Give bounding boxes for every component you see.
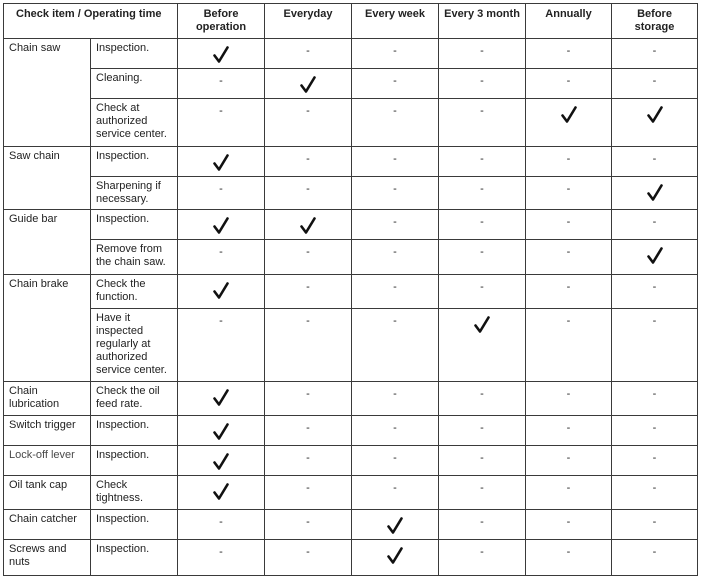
dash-mark: - <box>306 153 310 165</box>
dash-mark: - <box>480 452 484 464</box>
schedule-cell <box>612 275 698 309</box>
dash-mark: - <box>566 246 571 258</box>
dash-mark: - <box>393 183 397 195</box>
schedule-cell <box>352 147 439 177</box>
schedule-cell <box>178 476 265 510</box>
dash-mark: - <box>566 183 571 195</box>
schedule-cell <box>352 99 439 147</box>
schedule-cell <box>352 510 439 540</box>
dash-mark: - <box>566 516 571 528</box>
table-row <box>4 210 698 240</box>
dash-mark: - <box>306 422 310 434</box>
schedule-cell <box>439 99 526 147</box>
schedule-cell <box>439 69 526 99</box>
header-row <box>4 4 698 39</box>
schedule-cell <box>178 39 265 69</box>
schedule-cell <box>612 99 698 147</box>
schedule-cell <box>612 210 698 240</box>
schedule-cell <box>612 476 698 510</box>
dash-mark: - <box>393 216 397 228</box>
schedule-cell <box>352 416 439 446</box>
dash-mark: - <box>219 75 223 87</box>
table-row <box>4 99 698 147</box>
schedule-cell <box>439 382 526 416</box>
schedule-cell <box>439 210 526 240</box>
dash-mark: - <box>393 452 397 464</box>
dash-mark: - <box>219 183 223 195</box>
schedule-cell <box>612 240 698 275</box>
schedule-cell <box>178 446 265 476</box>
dash-mark: - <box>480 153 484 165</box>
schedule-cell <box>612 39 698 69</box>
dash-mark: - <box>652 516 657 528</box>
checkmark-icon <box>212 389 230 407</box>
check-item-cell: Chain brake <box>4 275 91 382</box>
schedule-cell <box>612 147 698 177</box>
schedule-cell <box>526 309 612 382</box>
dash-mark: - <box>652 216 657 228</box>
operation-cell: Inspection. <box>91 540 178 576</box>
schedule-cell <box>352 177 439 210</box>
schedule-cell <box>352 540 439 576</box>
schedule-cell <box>178 510 265 540</box>
check-item-cell: Switch trigger <box>4 416 91 446</box>
check-item-cell: Oil tank cap <box>4 476 91 510</box>
dash-mark: - <box>566 153 571 165</box>
schedule-cell <box>526 177 612 210</box>
schedule-cell <box>352 240 439 275</box>
dash-mark: - <box>306 105 310 117</box>
operation-cell: Have it inspected regularly at authorized service center. <box>91 309 178 382</box>
table-row <box>4 275 698 309</box>
schedule-cell <box>612 416 698 446</box>
dash-mark: - <box>306 315 310 327</box>
checkmark-icon <box>212 483 230 501</box>
dash-mark: - <box>652 75 657 87</box>
schedule-cell <box>439 177 526 210</box>
checkmark-icon <box>212 154 230 172</box>
table-row <box>4 416 698 446</box>
dash-mark: - <box>652 45 657 57</box>
schedule-cell <box>265 309 352 382</box>
dash-mark: - <box>480 105 484 117</box>
dash-mark: - <box>566 281 571 293</box>
header-every-week: Every week <box>352 4 439 39</box>
dash-mark: - <box>480 388 484 400</box>
header-annually: Annually <box>526 4 612 39</box>
schedule-cell <box>526 510 612 540</box>
schedule-cell <box>439 309 526 382</box>
dash-mark: - <box>306 388 310 400</box>
schedule-cell <box>526 446 612 476</box>
dash-mark: - <box>393 45 397 57</box>
maintenance-schedule-table <box>3 3 698 576</box>
dash-mark: - <box>566 422 571 434</box>
table-row <box>4 382 698 416</box>
schedule-cell <box>439 147 526 177</box>
schedule-cell <box>178 275 265 309</box>
dash-mark: - <box>652 153 657 165</box>
dash-mark: - <box>480 45 484 57</box>
dash-mark: - <box>219 516 223 528</box>
dash-mark: - <box>566 315 571 327</box>
dash-mark: - <box>306 546 310 558</box>
table-row <box>4 39 698 69</box>
dash-mark: - <box>480 75 484 87</box>
dash-mark: - <box>393 246 397 258</box>
operation-cell: Inspection. <box>91 510 178 540</box>
schedule-cell <box>178 540 265 576</box>
schedule-cell <box>265 240 352 275</box>
schedule-cell <box>352 382 439 416</box>
schedule-cell <box>526 275 612 309</box>
check-item-cell: Saw chain <box>4 147 91 210</box>
schedule-cell <box>265 476 352 510</box>
dash-mark: - <box>393 482 397 494</box>
schedule-cell <box>439 540 526 576</box>
table-row <box>4 540 698 576</box>
schedule-cell <box>178 177 265 210</box>
schedule-cell <box>526 99 612 147</box>
dash-mark: - <box>652 388 657 400</box>
checkmark-icon <box>212 46 230 64</box>
dash-mark: - <box>652 452 657 464</box>
header-every-3-month: Every 3 month <box>439 4 526 39</box>
dash-mark: - <box>306 45 310 57</box>
dash-mark: - <box>393 153 397 165</box>
operation-cell: Check tightness. <box>91 476 178 510</box>
schedule-body <box>4 39 698 576</box>
schedule-cell <box>526 540 612 576</box>
checkmark-icon <box>646 247 664 265</box>
checkmark-icon <box>386 547 404 565</box>
schedule-cell <box>265 99 352 147</box>
dash-mark: - <box>566 546 571 558</box>
header-everyday: Everyday <box>265 4 352 39</box>
schedule-cell <box>265 177 352 210</box>
operation-cell: Inspection. <box>91 416 178 446</box>
schedule-cell <box>439 416 526 446</box>
dash-mark: - <box>480 516 484 528</box>
schedule-cell <box>526 69 612 99</box>
header-before-operation: Before operation <box>178 4 265 39</box>
operation-cell: Inspection. <box>91 39 178 69</box>
schedule-cell <box>178 416 265 446</box>
dash-mark: - <box>393 105 397 117</box>
dash-mark: - <box>393 422 397 434</box>
dash-mark: - <box>652 546 657 558</box>
schedule-cell <box>612 309 698 382</box>
table-row <box>4 510 698 540</box>
dash-mark: - <box>306 482 310 494</box>
checkmark-icon <box>212 282 230 300</box>
checkmark-icon <box>212 217 230 235</box>
table-row <box>4 69 698 99</box>
dash-mark: - <box>566 388 571 400</box>
schedule-cell <box>612 446 698 476</box>
dash-mark: - <box>652 422 657 434</box>
schedule-cell <box>178 309 265 382</box>
schedule-cell <box>439 275 526 309</box>
dash-mark: - <box>480 422 484 434</box>
schedule-cell <box>352 39 439 69</box>
dash-mark: - <box>480 482 484 494</box>
schedule-cell <box>526 210 612 240</box>
schedule-cell <box>265 147 352 177</box>
schedule-cell <box>526 382 612 416</box>
dash-mark: - <box>306 516 310 528</box>
schedule-cell <box>612 69 698 99</box>
dash-mark: - <box>219 546 223 558</box>
checkmark-icon <box>560 106 578 124</box>
dash-mark: - <box>480 216 484 228</box>
dash-mark: - <box>393 315 397 327</box>
dash-mark: - <box>393 281 397 293</box>
schedule-cell <box>352 275 439 309</box>
operation-cell: Inspection. <box>91 446 178 476</box>
dash-mark: - <box>306 452 310 464</box>
schedule-cell <box>612 177 698 210</box>
schedule-cell <box>612 382 698 416</box>
schedule-cell <box>352 210 439 240</box>
operation-cell: Cleaning. <box>91 69 178 99</box>
schedule-cell <box>178 99 265 147</box>
checkmark-icon <box>299 217 317 235</box>
schedule-cell <box>352 476 439 510</box>
dash-mark: - <box>306 246 310 258</box>
dash-mark: - <box>566 216 571 228</box>
schedule-cell <box>439 39 526 69</box>
operation-cell: Check the function. <box>91 275 178 309</box>
schedule-cell <box>526 147 612 177</box>
schedule-cell <box>265 275 352 309</box>
header-before-storage: Before storage <box>612 4 698 39</box>
schedule-cell <box>178 240 265 275</box>
schedule-cell <box>265 540 352 576</box>
checkmark-icon <box>212 423 230 441</box>
schedule-cell <box>178 382 265 416</box>
schedule-cell <box>526 416 612 446</box>
schedule-cell <box>265 446 352 476</box>
dash-mark: - <box>480 246 484 258</box>
schedule-cell <box>439 446 526 476</box>
check-item-cell: Chain lubrication <box>4 382 91 416</box>
check-item-cell: Screws and nuts <box>4 540 91 576</box>
checkmark-icon <box>646 106 664 124</box>
checkmark-icon <box>473 316 491 334</box>
schedule-cell <box>178 69 265 99</box>
schedule-cell <box>265 510 352 540</box>
table-row <box>4 446 698 476</box>
schedule-cell <box>526 240 612 275</box>
schedule-cell <box>612 540 698 576</box>
dash-mark: - <box>566 482 571 494</box>
header-check-item: Check item / Operating time <box>4 4 178 39</box>
schedule-cell <box>612 510 698 540</box>
checkmark-icon <box>299 76 317 94</box>
dash-mark: - <box>566 452 571 464</box>
table-row <box>4 309 698 382</box>
checkmark-icon <box>386 517 404 535</box>
operation-cell: Remove from the chain saw. <box>91 240 178 275</box>
schedule-cell <box>265 69 352 99</box>
schedule-cell <box>439 510 526 540</box>
table-row <box>4 147 698 177</box>
schedule-cell <box>352 69 439 99</box>
schedule-cell <box>352 309 439 382</box>
dash-mark: - <box>480 546 484 558</box>
schedule-cell <box>526 39 612 69</box>
dash-mark: - <box>306 281 310 293</box>
table-row <box>4 476 698 510</box>
schedule-cell <box>178 210 265 240</box>
operation-cell: Inspection. <box>91 210 178 240</box>
checkmark-icon <box>646 184 664 202</box>
dash-mark: - <box>566 75 571 87</box>
operation-cell: Sharpening if necessary. <box>91 177 178 210</box>
dash-mark: - <box>566 45 571 57</box>
schedule-cell <box>526 476 612 510</box>
check-item-cell: Lock-off lever <box>4 446 91 476</box>
dash-mark: - <box>219 315 223 327</box>
checkmark-icon <box>212 453 230 471</box>
operation-cell: Check the oil feed rate. <box>91 382 178 416</box>
table-row <box>4 240 698 275</box>
dash-mark: - <box>480 281 484 293</box>
dash-mark: - <box>219 246 223 258</box>
dash-mark: - <box>480 183 484 195</box>
schedule-cell <box>265 382 352 416</box>
operation-cell: Inspection. <box>91 147 178 177</box>
schedule-cell <box>352 446 439 476</box>
dash-mark: - <box>652 281 657 293</box>
dash-mark: - <box>652 315 657 327</box>
dash-mark: - <box>393 75 397 87</box>
schedule-cell <box>265 416 352 446</box>
dash-mark: - <box>652 482 657 494</box>
schedule-cell <box>439 240 526 275</box>
table-row <box>4 177 698 210</box>
check-item-cell: Guide bar <box>4 210 91 275</box>
schedule-cell <box>265 210 352 240</box>
dash-mark: - <box>306 183 310 195</box>
check-item-cell: Chain catcher <box>4 510 91 540</box>
check-item-cell: Chain saw <box>4 39 91 147</box>
dash-mark: - <box>219 105 223 117</box>
operation-cell: Check at authorized service center. <box>91 99 178 147</box>
schedule-cell <box>178 147 265 177</box>
schedule-cell <box>439 476 526 510</box>
schedule-cell <box>265 39 352 69</box>
dash-mark: - <box>393 388 397 400</box>
